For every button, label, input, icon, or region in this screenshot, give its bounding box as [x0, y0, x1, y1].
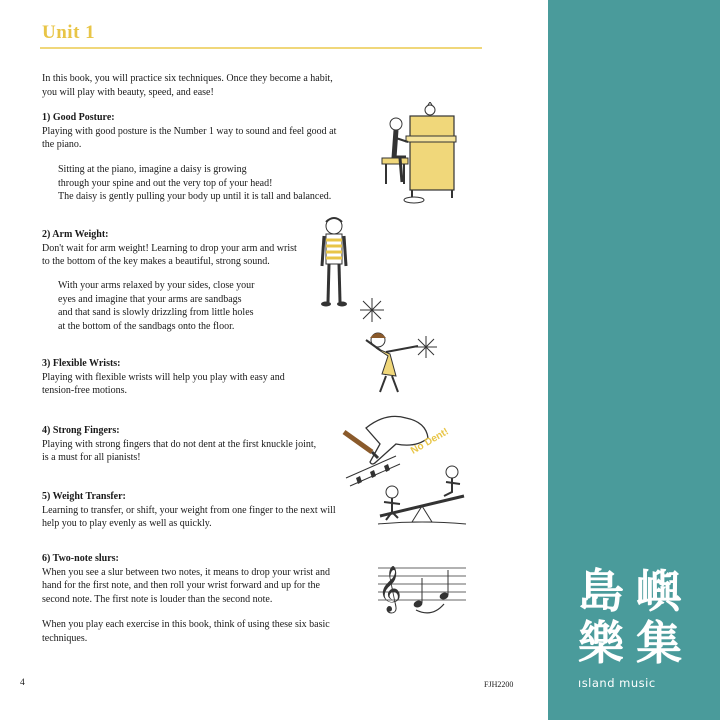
section-heading: 1) Good Posture:: [42, 112, 115, 123]
section-heading: 2) Arm Weight:: [42, 229, 109, 240]
no-dent-label: No Dent!: [409, 426, 451, 457]
closing-text: When you play each exercise in this book, think of using these six basic techniques.: [42, 619, 330, 644]
section-good-posture-detail: Sitting at the piano, imagine a daisy is growing through your spine and out the very top of your head! The daisy is gently pulling your body up until it is tall and balanced.: [58, 164, 332, 202]
section-heading: 5) Weight Transfer:: [42, 491, 126, 502]
music-staff-slur-illustration: [376, 560, 468, 616]
logo-char: 樂: [578, 616, 624, 670]
logo-char: 島: [578, 564, 624, 618]
section-two-note-slurs: 6) Two-note slurs: When you see a slur between two notes, it means to drop your wrist and hand for the first note, and then roll your wrist forward and up for the second note. The first note is louder than the second note.: [42, 552, 402, 606]
flexible-wrists-girl-illustration: [352, 296, 438, 396]
standing-boy-illustration: [314, 214, 354, 310]
logo-char: 集: [636, 616, 682, 670]
section-weight-transfer: 5) Weight Transfer: Learning to transfer, or shift, your weight from one finger to the next will help you to play evenly as well as quickly.: [42, 490, 402, 531]
section-good-posture: 1) Good Posture: Playing with good posture is the Number 1 way to sound and feel good at the piano.: [42, 111, 382, 152]
svg-text:𝄞: 𝄞: [378, 566, 402, 612]
logo-sidebar: [548, 0, 720, 720]
section-heading: 3) Flexible Wrists:: [42, 358, 121, 369]
logo-char: 嶼: [636, 564, 682, 618]
page-number: 4: [20, 678, 25, 688]
piano-posture-illustration: [372, 102, 464, 204]
section-heading: 4) Strong Fingers:: [42, 425, 120, 436]
section-heading: 6) Two-note slurs:: [42, 553, 119, 564]
section-arm-weight-detail: With your arms relaxed by your sides, close your eyes and imagine that your arms are sandbags and that sand is slowly drizzling from little holes at the bottom of the sandbags onto the floor.: [58, 280, 255, 332]
catalog-code: FJH2200: [484, 680, 514, 689]
title-rule: [40, 47, 482, 49]
logo-subtitle: ısland music: [578, 676, 656, 690]
intro-text: In this book, you will practice six techniques. Once they become a habit, you will play with beauty, speed, and ease!: [42, 73, 333, 98]
unit-title: Unit 1: [42, 22, 96, 43]
section-arm-weight: 2) Arm Weight: Don't wait for arm weight! Learning to drop your arm and wrist to the bottom of the key makes a beautiful, strong sound.: [42, 228, 382, 269]
section-strong-fingers: 4) Strong Fingers: Playing with strong fingers that do not dent at the first knuckle joint, is a must for all pianists!: [42, 424, 382, 465]
seesaw-illustration: [376, 462, 468, 528]
section-flexible-wrists: 3) Flexible Wrists: Playing with flexible wrists will help you play with easy and tension-free motions.: [42, 357, 382, 398]
